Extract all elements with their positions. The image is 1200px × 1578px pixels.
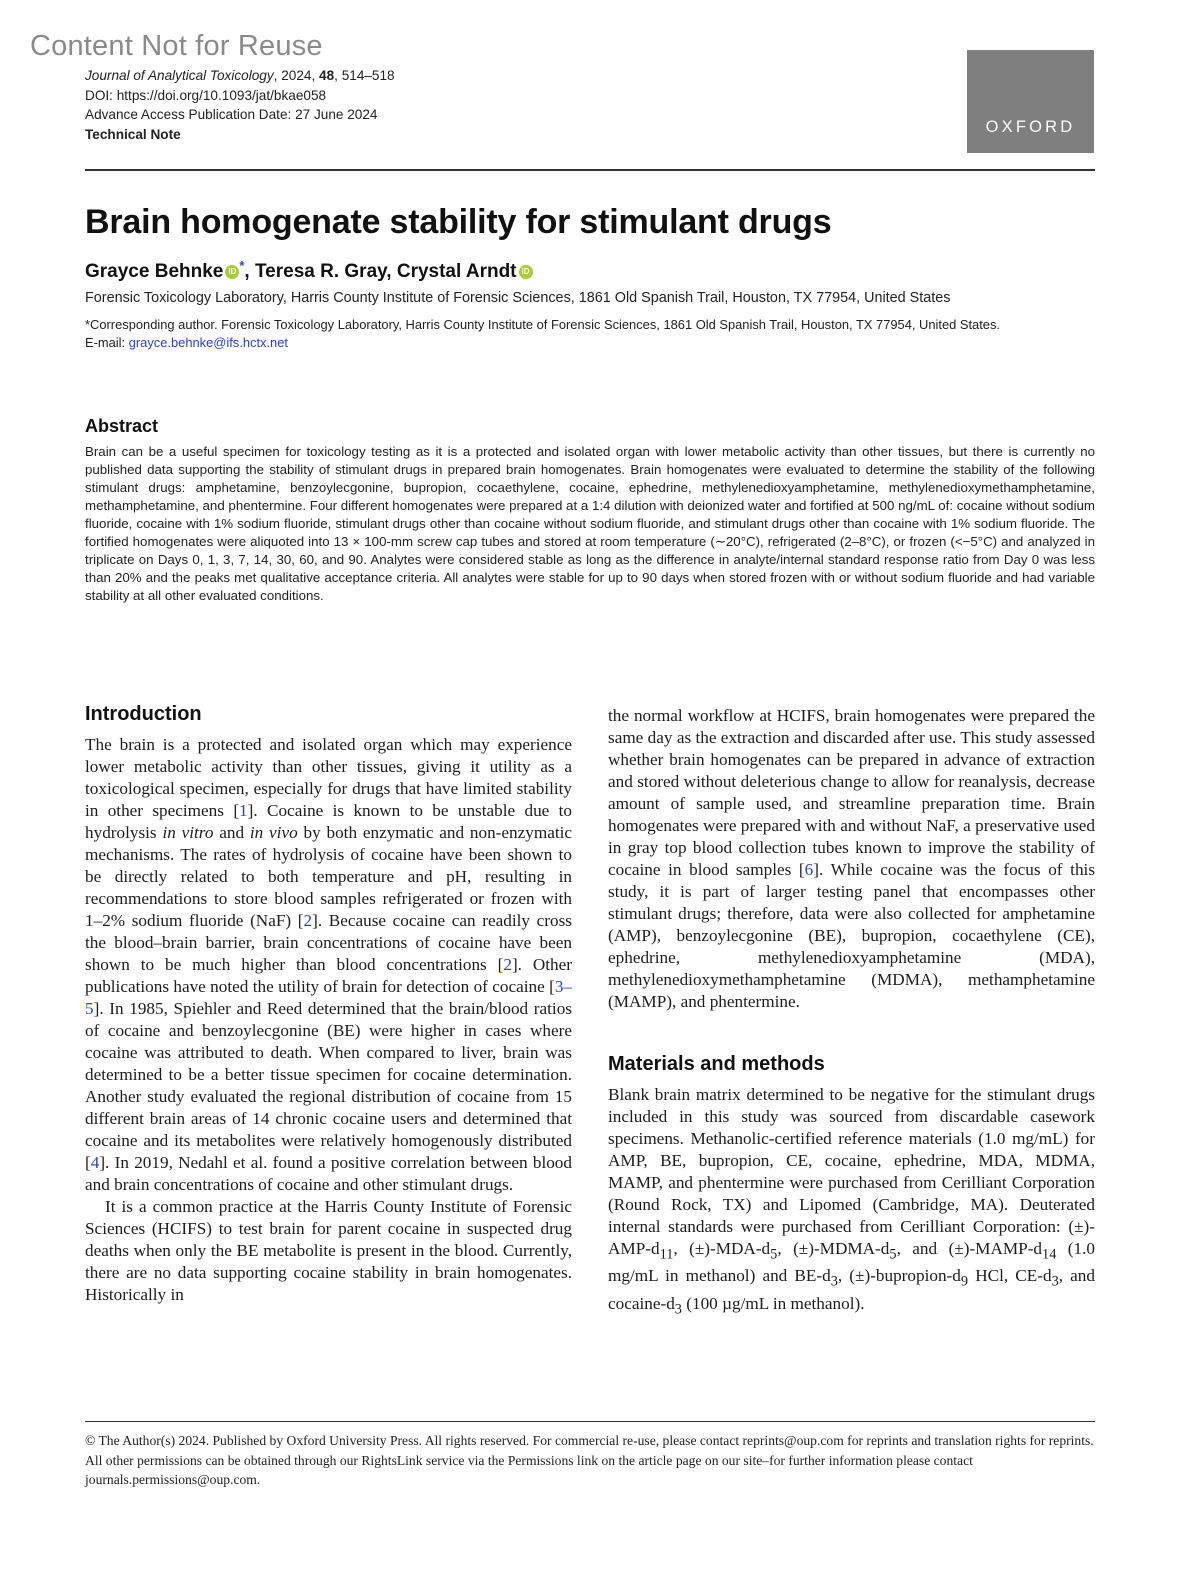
email-label: E-mail: bbox=[85, 335, 129, 350]
text-run: [ bbox=[233, 801, 240, 820]
italic-term: in vitro bbox=[162, 823, 214, 842]
introduction-heading: Introduction bbox=[85, 703, 202, 725]
introduction-paragraph-2: It is a common practice at the Harris County Institute of Forensic Sciences (HCIFS) to test brain for parent cocaine in suspected drug deaths when only the BE metabolite is present in the blood. Currently, there are no data supporting cocaine stability in brain homogenates. Historically in bbox=[85, 1197, 572, 1304]
methods-heading: Materials and methods bbox=[608, 1053, 825, 1075]
oxford-logo[interactable] bbox=[967, 50, 1094, 153]
subscript: 3 bbox=[1051, 1273, 1059, 1290]
text-run: ]. Other publications have noted the utility of brain for detection of cocaine [ bbox=[85, 955, 572, 996]
text-run: (100 µg/mL in methanol). bbox=[681, 1293, 865, 1313]
journal-pages: , 514–518 bbox=[334, 68, 395, 83]
text-run: the normal workflow at HCIFS, brain homogenates were prepared the same day as the extraction and discarded after use. This study assessed whether brain homogenates can be prepared in advance of extraction and stored without deleterious change to allow for reanalysis, decrease amount of sample used, and streamline preparation time. Brain homogenates were prepared with and without NaF, a preservative used in gray top blood collection tubes known to improve the stability of cocaine in blood samples [ bbox=[608, 706, 1095, 879]
text-run: , (±)-MDMA-d bbox=[777, 1239, 890, 1258]
reference-link[interactable]: 3–5 bbox=[85, 977, 572, 1018]
orcid-icon[interactable]: iD bbox=[225, 265, 239, 279]
corresponding-text: *Corresponding author. Forensic Toxicology Laboratory, Harris County Institute of Forensic Sciences, 1861 Old Spanish Trail, Houston, TX 77954, United States. bbox=[85, 317, 1000, 332]
footer-rule bbox=[85, 1421, 1095, 1422]
watermark: Content Not for Reuse bbox=[30, 30, 323, 62]
abstract-heading: Abstract bbox=[85, 416, 159, 436]
text-run: Blank brain matrix determined to be negative for the stimulant drugs included in this study was sourced from discardable casework specimens. Methanolic-certified reference materials (1.0 mg/mL) for AMP, BE, bupropion, CE, cocaine, ephedrine, MDA, MDMA, MAMP, and phentermine were purchased from Cerilliant Corporation (Round Rock, TX) and Lipomed (Cambridge, MA). Deuterated internal standards were purchased from Cerilliant Corporation: (±)-AMP-d bbox=[608, 1085, 1095, 1258]
italic-term: in vivo bbox=[249, 823, 298, 842]
copyright-notice: © The Author(s) 2024. Published by Oxford University Press. All rights reserved. For commercial re-use, please contact reprints@oup.com for reprints and translation rights for reprints. All other permissions can be obtained through our RightsLink service via the Permissions link on the article page on our site–for further information please contact journals.permissions@oup.com. bbox=[85, 1433, 1094, 1487]
subscript: 9 bbox=[960, 1273, 969, 1290]
text-run: ]. Because cocaine can readily cross the blood–brain barrier, brain concentrations of cocaine have been shown to be much higher than blood concentrations [ bbox=[85, 911, 572, 974]
reference-link[interactable]: 6 bbox=[804, 860, 814, 879]
author-separator: , bbox=[386, 261, 397, 282]
oxford-logo-text: OXFORD bbox=[985, 118, 1076, 136]
abstract-text: Brain can be a useful specimen for toxicology testing as it is a protected and isolated organ with lower metabolic activity than other tissues, but there is currently no published data supporting the stability of stimulant drugs in prepared brain homogenates. Brain homogenates were evaluated to determine the stability of the following stimulant drugs: amphetamine, benzoylecgonine, bupropion, cocaethylene, cocaine, ephedrine, methylenedioxyamphetamine, methylenedioxymethamphetamine, methamphetamine, and phentermine. Four different homogenates were prepared at a 1:4 dilution with deionized water and fortified at 500 ng/mL of: cocaine without sodium fluoride, cocaine with 1% sodium fluoride, stimulant drugs other than cocaine without sodium fluoride, and stimulant drugs other than cocaine with 1% sodium fluoride. The fortified homogenates were aliquoted into 13 × 100-mm screw cap tubes and stored at room temperature (∼20°C), refrigerated (2–8°C), or frozen (<−5°C) and analyzed in triplicate on Days 0, 1, 3, 7, 14, 30, 60, and 90. Analytes were considered stable as long as the difference in analyte/internal standard response ratio from Day 0 was less than 20% and the peaks met qualitative acceptance criteria. All analytes were stable for up to 90 days when stored frozen with or without sodium fluoride and had variable stability at all other evaluated conditions. bbox=[85, 444, 1095, 603]
doi[interactable]: DOI: https://doi.org/10.1093/jat/bkae058 bbox=[85, 87, 327, 103]
journal-meta bbox=[85, 66, 785, 144]
text-run: by both enzymatic and non-enzymatic mechanisms. The rates of hydrolysis of cocaine have been shown to be directly related to both temperature and pH, resulting in recommendations to store blood samples refrigerated or frozen with 1–2% sodium fluoride (NaF) [ bbox=[85, 823, 573, 930]
journal-year: , 2024, bbox=[273, 68, 320, 83]
text-run: , and (±)-MAMP-d bbox=[896, 1239, 1043, 1258]
text-run: ]. In 1985, Spiehler and Reed determined that the brain/blood ratios of cocaine and benzoylecgonine (BE) were higher in cases where cocaine was attributed to death. When compared to liver, brain was determined to be a better tissue specimen for cocaine determination. Another study evaluated the regional distribution of cocaine from 15 different brain areas of 14 chronic cocaine users and determined that cocaine and its metabolites were relatively homogenously distributed [ bbox=[85, 999, 572, 1172]
left-column bbox=[85, 703, 572, 1306]
author-name: Teresa R. Gray bbox=[254, 261, 387, 282]
reference-link[interactable]: 2 bbox=[503, 955, 512, 974]
text-run: , and cocaine-d bbox=[608, 1266, 1095, 1313]
text-run: , (±)-MDA-d bbox=[673, 1239, 771, 1258]
text-run: , (±)-bupropion-d bbox=[837, 1266, 961, 1286]
reference-link[interactable]: 4 bbox=[90, 1153, 100, 1172]
advance-access-date: Advance Access Publication Date: 27 June 2024 bbox=[85, 107, 378, 122]
subscript: 5 bbox=[889, 1246, 897, 1263]
journal-volume: 48 bbox=[319, 68, 335, 83]
subscript: 3 bbox=[830, 1273, 838, 1290]
orcid-icon[interactable]: iD bbox=[519, 265, 533, 279]
text-run: HCl, CE-d bbox=[968, 1266, 1052, 1286]
journal-citation bbox=[85, 66, 785, 86]
text-run: (1.0 mg/mL in methanol) and BE-d bbox=[608, 1239, 1096, 1286]
text-run: and bbox=[213, 823, 250, 842]
subscript: 11 bbox=[659, 1246, 674, 1263]
author-name: Grayce Behnke bbox=[85, 261, 224, 282]
subscript: 14 bbox=[1042, 1246, 1057, 1263]
methods-paragraph-1 bbox=[608, 1084, 1095, 1320]
subscript: 5 bbox=[770, 1246, 778, 1263]
introduction-paragraph-3 bbox=[608, 705, 1095, 1013]
article-title: Brain homogenate stability for stimulant drugs bbox=[85, 203, 832, 241]
text-run: The brain is a protected and isolated organ which may experience lower metabolic activity than other tissues, giving it utility as a toxicological specimen, especially for drugs that have limited stability in other specimens bbox=[85, 735, 572, 820]
article-type: Technical Note bbox=[85, 126, 181, 142]
author-separator: , bbox=[244, 261, 255, 282]
email-link[interactable]: grayce.behnke@ifs.hctx.net bbox=[128, 335, 288, 350]
reference-link[interactable]: 1 bbox=[239, 801, 248, 820]
corresponding-marker[interactable]: * bbox=[239, 258, 245, 273]
author-name: Crystal Arndt bbox=[396, 261, 517, 282]
affiliation: Forensic Toxicology Laboratory, Harris County Institute of Forensic Sciences, 1861 Old Spanish Trail, Houston, TX 77954, United States bbox=[85, 290, 951, 306]
author-list bbox=[85, 258, 1095, 283]
corresponding-author bbox=[85, 316, 1100, 352]
introduction-paragraph-1 bbox=[85, 734, 572, 1196]
right-column bbox=[608, 705, 1095, 1320]
journal-name[interactable]: Journal of Analytical Toxicology bbox=[85, 68, 274, 83]
text-run: ]. Cocaine is known to be unstable due to hydrolysis bbox=[85, 801, 573, 842]
reference-link[interactable]: 2 bbox=[303, 911, 313, 930]
text-run: ]. In 2019, Nedahl et al. found a positive correlation between blood and brain concentrations of cocaine and other stimulant drugs. bbox=[85, 1153, 572, 1194]
text-run: ]. While cocaine was the focus of this study, it is part of larger testing panel that encompasses other stimulant drugs; therefore, data were also collected for amphetamine (AMP), benzoylecgonine (BE), bupropion, cocaethylene (CE), ephedrine, methylenedioxyamphetamine (MDA), methylenedioxymethamphetamine (MDMA), methamphetamine (MAMP), and phentermine. bbox=[608, 860, 1096, 1011]
subscript: 3 bbox=[674, 1301, 682, 1318]
header-rule bbox=[85, 169, 1095, 171]
